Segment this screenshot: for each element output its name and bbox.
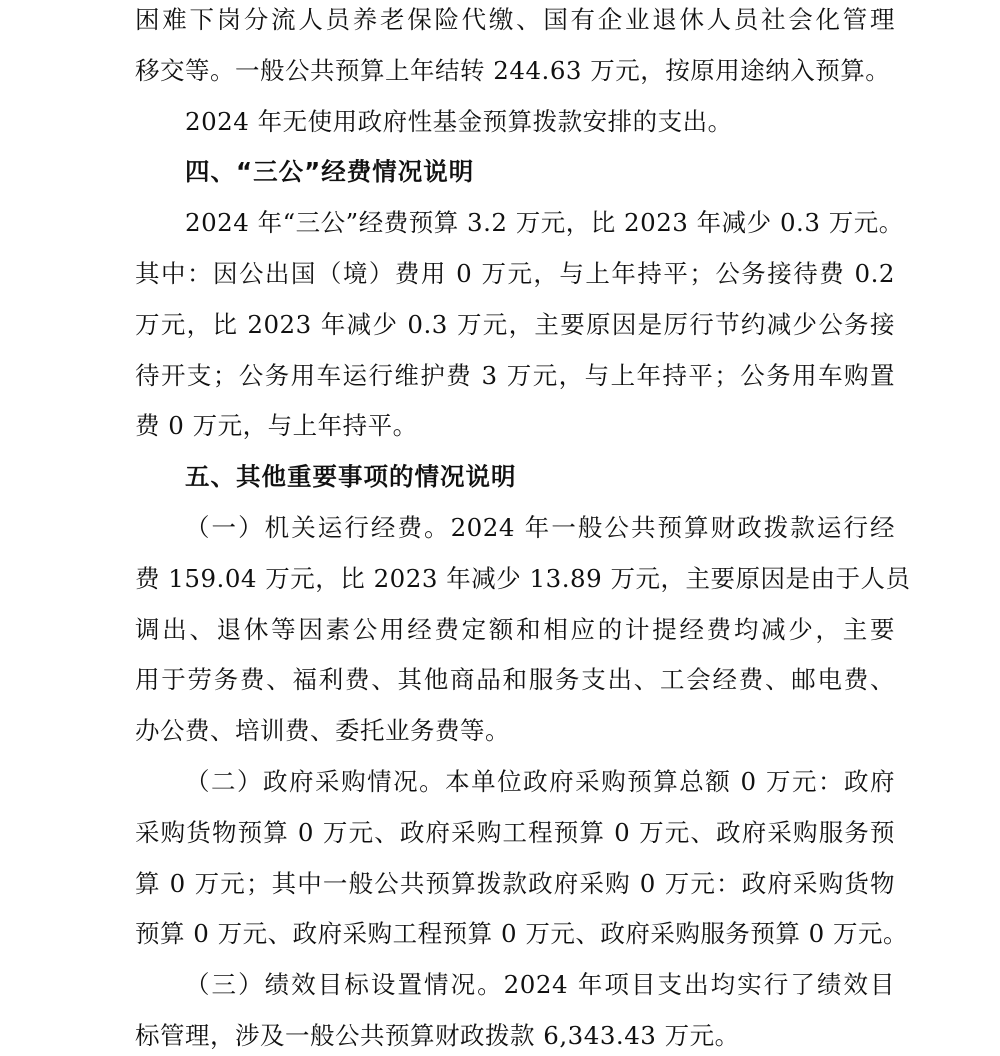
text-line: （三）绩效目标设置情况。2024 年项目支出均实行了绩效目: [185, 970, 895, 1000]
text-line: 调出、退休等因素公用经费定额和相应的计提经费均减少，主要: [135, 614, 895, 644]
text-line: 万元，比 2023 年减少 0.3 万元，主要原因是厉行节约减少公务接: [135, 309, 895, 339]
text-line: 费 159.04 万元，比 2023 年减少 13.89 万元，主要原因是由于人员: [135, 563, 911, 593]
text-line: 办公费、培训费、委托业务费等。: [135, 716, 510, 746]
text-line: 用于劳务费、福利费、其他商品和服务支出、工会经费、邮电费、: [135, 665, 895, 695]
text-line: （二）政府采购情况。本单位政府采购预算总额 0 万元：政府: [185, 767, 895, 796]
text-line: 算 0 万元；其中一般公共预算拨款政府采购 0 万元：政府采购货物: [135, 868, 895, 898]
text-line: 待开支；公务用车运行维护费 3 万元，与上年持平；公务用车购置: [135, 360, 895, 390]
text-line: 其中：因公出国（境）费用 0 万元，与上年持平；公务接待费 0.2: [135, 259, 895, 288]
section-heading: 五、其他重要事项的情况说明: [185, 462, 517, 492]
text-line: 2024 年无使用政府性基金预算拨款安排的支出。: [185, 106, 733, 136]
text-line: 采购货物预算 0 万元、政府采购工程预算 0 万元、政府采购服务预: [135, 817, 895, 847]
section-heading: 四、“三公”经费情况说明: [185, 157, 475, 187]
text-line: 困难下岗分流人员养老保险代缴、国有企业退休人员社会化管理: [135, 5, 895, 34]
text-line: 2024 年“三公”经费预算 3.2 万元，比 2023 年减少 0.3 万元。: [185, 208, 904, 238]
text-line: 移交等。一般公共预算上年结转 244.63 万元，按原用途纳入预算。: [135, 55, 891, 85]
text-line: 标管理，涉及一般公共预算财政拨款 6,343.43 万元。: [135, 1021, 740, 1050]
text-line: 费 0 万元，与上年持平。: [135, 411, 418, 441]
text-line: 预算 0 万元、政府采购工程预算 0 万元、政府采购服务预算 0 万元。: [135, 919, 908, 949]
text-line: （一）机关运行经费。2024 年一般公共预算财政拨款运行经: [185, 513, 895, 542]
